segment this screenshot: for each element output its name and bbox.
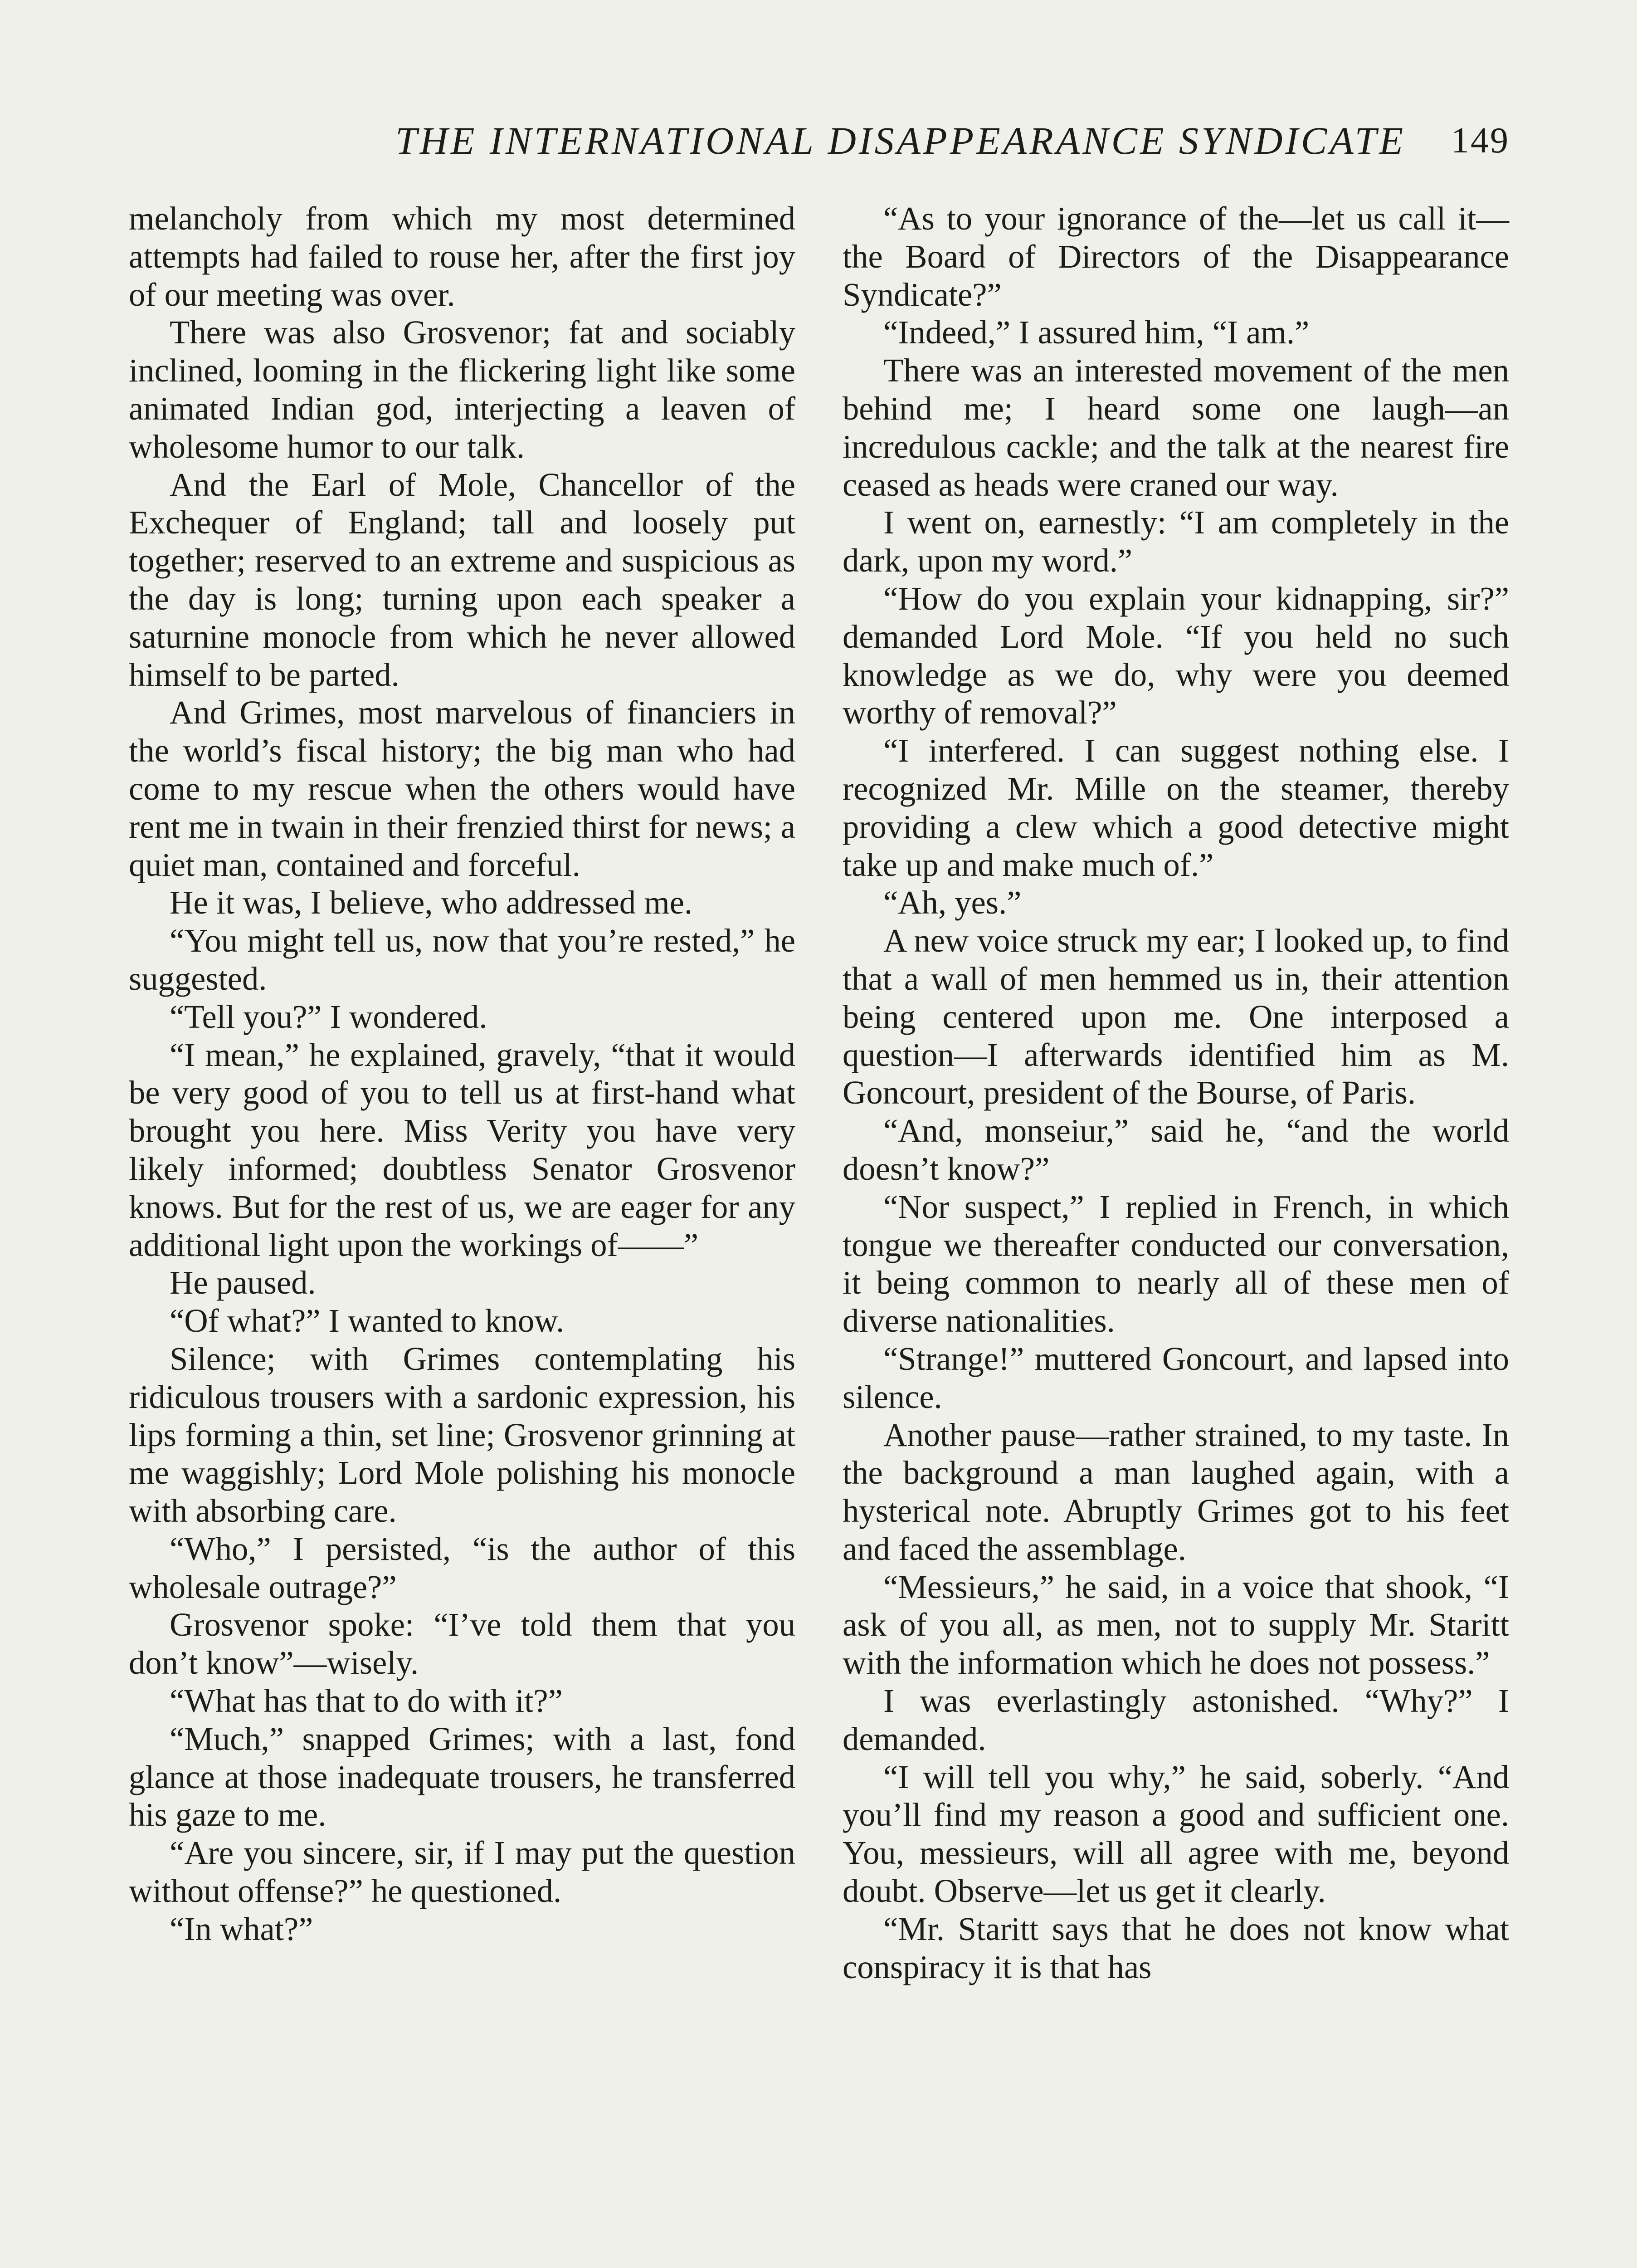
paragraph: I was everlastingly astonished. “Why?” I demanded.: [843, 1682, 1509, 1757]
paragraph: “Strange!” muttered Goncourt, and lapsed into silence.: [843, 1340, 1509, 1415]
paragraph: And the Earl of Mole, Chancellor of the Exchequer of England; tall and loosely put together; reserved to an extreme and suspicious as the day is long; turning upon each speaker a saturnine monocle from which he never allowed himself to be parted.: [129, 466, 795, 693]
paragraph: He paused.: [170, 1264, 316, 1301]
page-number: 149: [1451, 121, 1510, 161]
running-head-title: THE INTERNATIONAL DISAPPEARANCE SYNDICATE: [395, 119, 1406, 162]
paragraph: A new voice struck my ear; I looked up, to find that a wall of men hemmed us in, their attention being centered upon me. One interposed a question—I afterwards identified him as M. Goncourt, president of the Bourse, of Paris.: [843, 922, 1509, 1111]
paragraph: There was an interested movement of the men behind me; I heard some one laugh—an incredulous cackle; and the talk at the nearest fire ceased as heads were craned our way.: [843, 352, 1509, 503]
paragraph: I went on, earnestly: “I am completely in the dark, upon my word.”: [843, 504, 1509, 579]
paragraph: “How do you explain your kidnapping, sir?” demanded Lord Mole. “If you held no such knowledge as we do, why were you deemed worthy of removal?”: [843, 580, 1509, 731]
paragraph: “In what?”: [170, 1910, 313, 1947]
paragraph: “Nor suspect,” I replied in French, in which tongue we thereafter conducted our conversation, it being common to nearly all of these men of diverse nationalities.: [843, 1188, 1509, 1339]
paragraph: “Are you sincere, sir, if I may put the question without offense?” he questioned.: [129, 1834, 795, 1910]
paragraph: “Tell you?” I wondered.: [170, 998, 487, 1035]
paragraph: There was also Grosvenor; fat and sociably inclined, looming in the flickering light like some animated Indian god, interjecting a leaven of wholesome humor to our talk.: [129, 314, 795, 465]
paragraph: “I will tell you why,” he said, soberly. “And you’ll find my reason a good and sufficient one. You, messieurs, will all agree with me, beyond doubt. Observe—let us get it clearly.: [843, 1758, 1509, 1910]
paragraph: “Indeed,” I assured him, “I am.”: [883, 314, 1310, 351]
paragraph: “I mean,” he explained, gravely, “that it would be very good of you to tell us at first-hand what brought you here. Miss Verity you have very likely informed; doubtless Senator Grosvenor knows. But for the rest of us, we are eager for any additional light upon the workings of——”: [129, 1036, 795, 1263]
right-column: [843, 200, 1509, 1986]
paragraph: He it was, I believe, who addressed me.: [170, 884, 693, 921]
paragraph: Another pause—rather strained, to my taste. In the background a man laughed again, with a hysterical note. Abruptly Grimes got to his feet and faced the assemblage.: [843, 1416, 1509, 1567]
paragraph: “Messieurs,” he said, in a voice that shook, “I ask of you all, as men, not to supply Mr. Staritt with the information which he does not possess.”: [843, 1568, 1509, 1681]
paragraph: “Mr. Staritt says that he does not know what conspiracy it is that has: [843, 1910, 1509, 1985]
paragraph: “I interfered. I can suggest nothing else. I recognized Mr. Mille on the steamer, thereby providing a clew which a good detective might take up and make much of.”: [843, 732, 1509, 883]
paragraph: “You might tell us, now that you’re rested,” he suggested.: [129, 922, 795, 997]
paragraph: “Of what?” I wanted to know.: [170, 1302, 565, 1339]
paragraph: melancholy from which my most determined attempts had failed to rouse her, after the first joy of our meeting was over.: [129, 200, 795, 313]
left-column: [129, 200, 795, 1948]
paragraph: Silence; with Grimes contemplating his ridiculous trousers with a sardonic expression, his lips forming a thin, set line; Grosvenor grinning at me waggishly; Lord Mole polishing his monocle with absorbing care.: [129, 1340, 795, 1530]
paragraph: “Who,” I persisted, “is the author of this wholesale outrage?”: [129, 1530, 795, 1605]
paragraph: “What has that to do with it?”: [170, 1682, 563, 1720]
paragraph: “Ah, yes.”: [883, 884, 1022, 921]
paragraph: “And, monseiur,” said he, “and the world doesn’t know?”: [843, 1112, 1509, 1187]
paragraph: “As to your ignorance of the—let us call it—the Board of Directors of the Disappearance Syndicate?”: [843, 200, 1509, 313]
paragraph: And Grimes, most marvelous of financiers in the world’s fiscal history; the big man who had come to my rescue when the others would have rent me in twain in their frenzied thirst for news; a quiet man, contained and forceful.: [129, 694, 795, 883]
paragraph: “Much,” snapped Grimes; with a last, fond glance at those inadequate trousers, he transferred his gaze to me.: [129, 1720, 795, 1833]
running-head: [0, 116, 1637, 166]
paragraph: Grosvenor spoke: “I’ve told them that you don’t know”—wisely.: [129, 1606, 795, 1681]
